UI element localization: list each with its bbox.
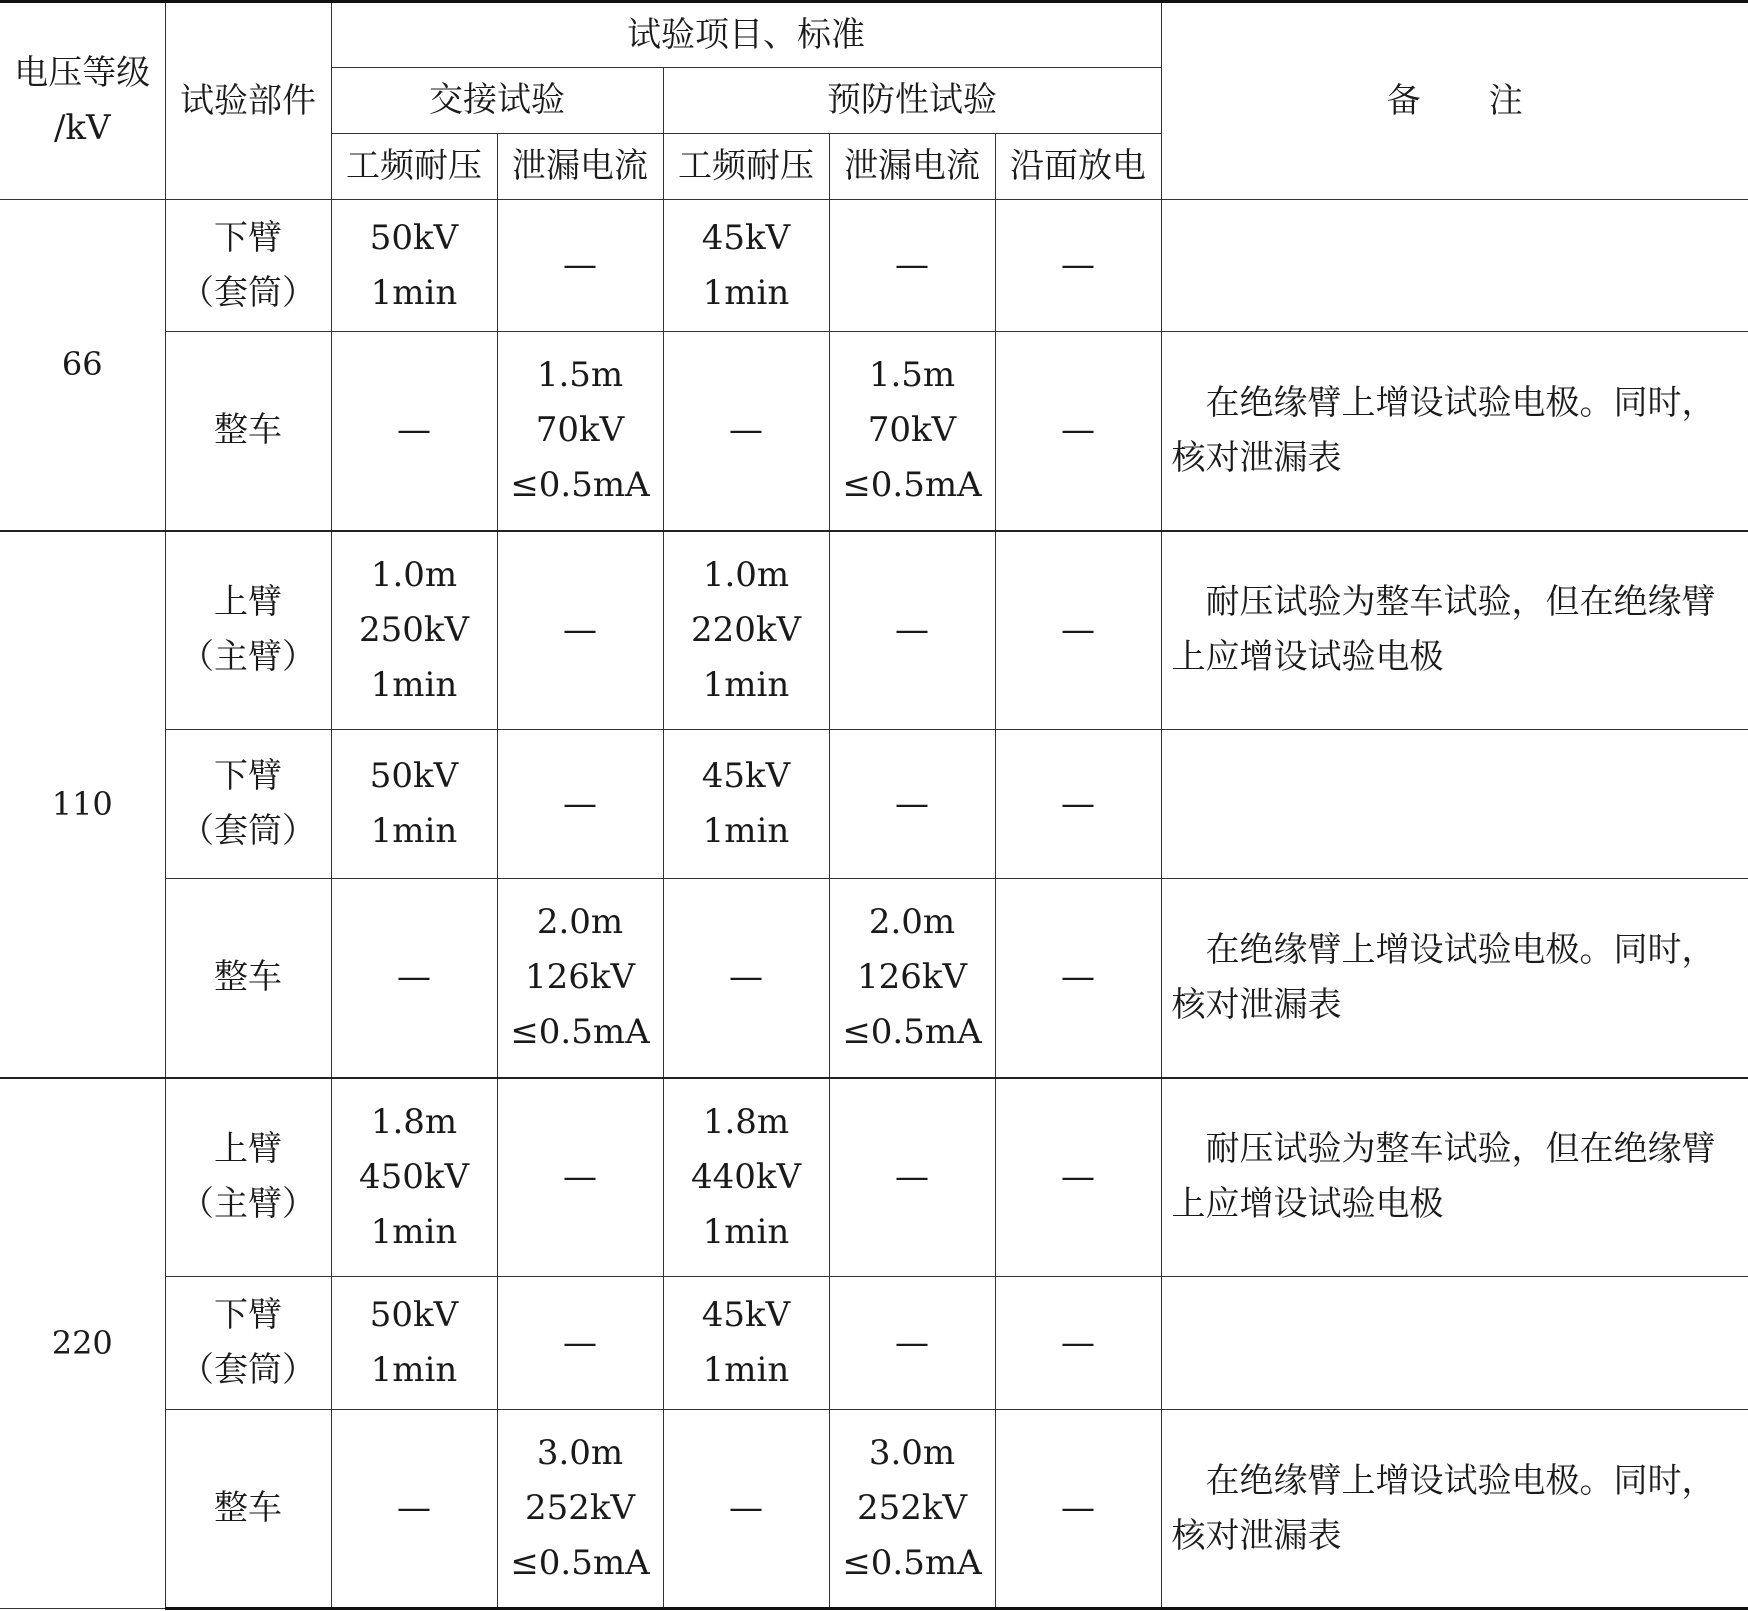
preventive-power-freq-cell: 45kV 1min [663,730,829,879]
handover-power-freq-cell: — [331,1410,497,1609]
preventive-flashover-cell: — [995,1410,1161,1609]
handover-power-freq-cell: 1.0m 250kV 1min [331,531,497,730]
header-preventive-leakage: 泄漏电流 [829,134,995,200]
preventive-power-freq-cell: 1.0m 220kV 1min [663,531,829,730]
preventive-leakage-cell: — [829,531,995,730]
handover-power-freq-cell: 50kV 1min [331,1277,497,1410]
header-row-1 [0,2,1748,68]
part-cell: 整车 [165,332,331,531]
part-cell: 下臂 （套筒） [165,730,331,879]
table-row [0,1277,1748,1410]
preventive-leakage-cell: 1.5m 70kV ≤0.5mA [829,332,995,531]
handover-power-freq-cell: — [331,332,497,531]
table-row [0,730,1748,879]
handover-leakage-cell: — [497,730,663,879]
handover-leakage-cell: — [497,1277,663,1410]
preventive-power-freq-cell: 1.8m 440kV 1min [663,1078,829,1277]
table-row [0,1078,1748,1277]
header-preventive-power-freq: 工频耐压 [663,134,829,200]
table-row [0,200,1748,332]
remark-cell: 在绝缘臂上增设试验电极。同时，核对泄漏表 [1161,879,1748,1078]
header-handover-power-freq: 工频耐压 [331,134,497,200]
header-items-standard: 试验项目、标准 [331,2,1161,68]
handover-leakage-cell: 3.0m 252kV ≤0.5mA [497,1410,663,1609]
preventive-flashover-cell: — [995,879,1161,1078]
preventive-power-freq-cell: 45kV 1min [663,200,829,332]
preventive-power-freq-cell: 45kV 1min [663,1277,829,1410]
preventive-power-freq-cell: — [663,879,829,1078]
remark-cell [1161,1277,1748,1410]
header-remarks: 备 注 [1161,2,1748,200]
remark-cell [1161,730,1748,879]
remark-cell: 在绝缘臂上增设试验电极。同时，核对泄漏表 [1161,332,1748,531]
preventive-flashover-cell: — [995,1277,1161,1410]
preventive-flashover-cell: — [995,332,1161,531]
preventive-leakage-cell: — [829,1078,995,1277]
part-cell: 下臂 （套筒） [165,200,331,332]
handover-power-freq-cell: 50kV 1min [331,730,497,879]
preventive-flashover-cell: — [995,730,1161,879]
preventive-flashover-cell: — [995,200,1161,332]
remark-cell: 在绝缘臂上增设试验电极。同时，核对泄漏表 [1161,1410,1748,1609]
header-voltage: 电压等级 /kV [0,2,165,200]
preventive-flashover-cell: — [995,531,1161,730]
voltage-cell: 66 [0,200,165,531]
part-cell: 上臂 （主臂） [165,531,331,730]
header-handover-leakage: 泄漏电流 [497,134,663,200]
header-preventive: 预防性试验 [663,68,1161,134]
part-cell: 整车 [165,879,331,1078]
handover-leakage-cell: — [497,200,663,332]
remark-cell: 耐压试验为整车试验，但在绝缘臂上应增设试验电极 [1161,531,1748,730]
voltage-cell: 220 [0,1078,165,1609]
part-cell: 下臂 （套筒） [165,1277,331,1410]
preventive-leakage-cell: — [829,1277,995,1410]
header-handover: 交接试验 [331,68,663,134]
handover-leakage-cell: — [497,1078,663,1277]
table-row [0,332,1748,531]
preventive-leakage-cell: 2.0m 126kV ≤0.5mA [829,879,995,1078]
preventive-flashover-cell: — [995,1078,1161,1277]
preventive-power-freq-cell: — [663,332,829,531]
handover-power-freq-cell: 1.8m 450kV 1min [331,1078,497,1277]
preventive-power-freq-cell: — [663,1410,829,1609]
handover-leakage-cell: 2.0m 126kV ≤0.5mA [497,879,663,1078]
handover-power-freq-cell: 50kV 1min [331,200,497,332]
preventive-leakage-cell: — [829,200,995,332]
handover-leakage-cell: 1.5m 70kV ≤0.5mA [497,332,663,531]
header-preventive-flashover: 沿面放电 [995,134,1161,200]
table-row [0,1410,1748,1609]
table-row [0,531,1748,730]
remark-cell: 耐压试验为整车试验，但在绝缘臂上应增设试验电极 [1161,1078,1748,1277]
preventive-leakage-cell: — [829,730,995,879]
handover-leakage-cell: — [497,531,663,730]
part-cell: 上臂 （主臂） [165,1078,331,1277]
handover-power-freq-cell: — [331,879,497,1078]
voltage-cell: 110 [0,531,165,1078]
table-row [0,879,1748,1078]
remark-cell [1161,200,1748,332]
header-part: 试验部件 [165,2,331,200]
part-cell: 整车 [165,1410,331,1609]
preventive-leakage-cell: 3.0m 252kV ≤0.5mA [829,1410,995,1609]
